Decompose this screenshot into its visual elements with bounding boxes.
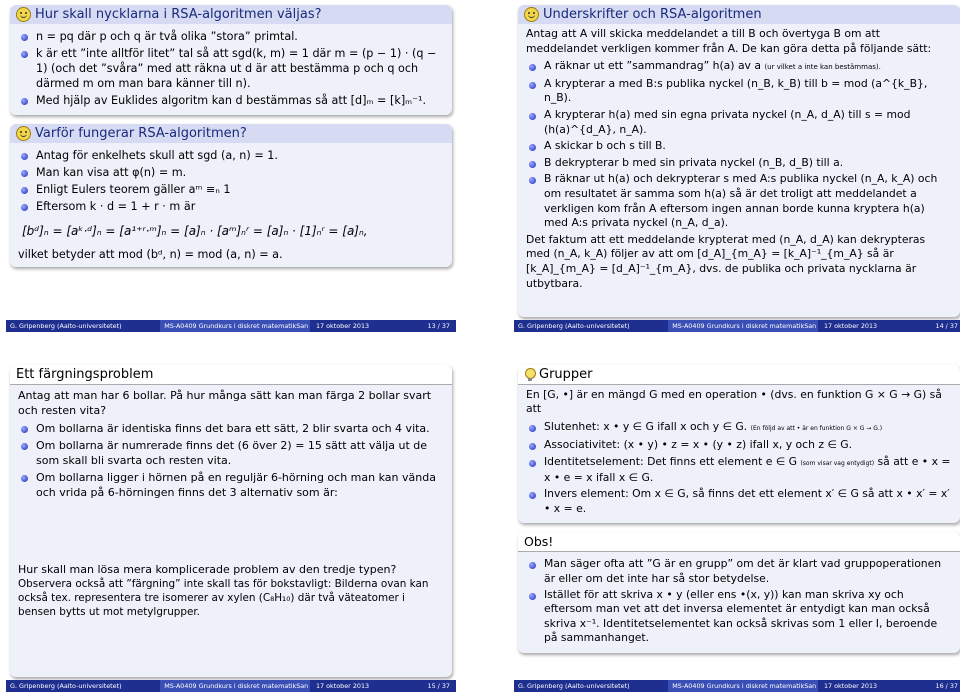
coloring-title: Ett färgningsproblem xyxy=(16,367,154,382)
list-item xyxy=(526,59,952,75)
footer-course: MS-A0409 Grundkurs i diskret matematikSan xyxy=(668,320,818,332)
question-text: Hur skall man lösa mera komplicerade problem av den tredje typen? xyxy=(18,563,397,576)
list-item: B dekrypterar b med sin privata nyckel (n_B, d_B) till a. xyxy=(526,156,952,171)
rsa-why-block xyxy=(10,124,452,267)
footer-author: G. Gripenberg (Aalto-universitetet) xyxy=(6,320,160,332)
item-note: (En följd av att • är en funktion G × G → G.) xyxy=(750,424,883,432)
footer-date: 17 oktober 2013 xyxy=(823,682,878,690)
item-text: A räknar ut ett ”sammandrag” h(a) av a xyxy=(544,59,761,73)
footer-course: MS-A0409 Grundkurs i diskret matematikSan xyxy=(668,680,818,692)
signatures-block xyxy=(518,5,960,317)
footer-author: G. Gripenberg (Aalto-universitetet) xyxy=(514,320,668,332)
groups-block xyxy=(518,365,960,523)
footer-page: 16 / 37 xyxy=(935,682,958,690)
footer-course: MS-A0409 Grundkurs i diskret matematikSan xyxy=(160,320,310,332)
footer xyxy=(514,320,960,332)
block-title xyxy=(518,365,960,385)
smiley-icon xyxy=(16,126,31,141)
footer xyxy=(514,680,960,692)
footer xyxy=(6,680,456,692)
equation: [bᵈ]ₙ = [aᵏ·ᵈ]ₙ = [a¹⁺ʳ·ᵐ]ₙ = [a]ₙ · [aᵐ]ₙʳ = [a]ₙ · [1]ₙʳ = [a]ₙ, xyxy=(22,224,368,238)
block-title xyxy=(10,5,452,24)
groups-title: Grupper xyxy=(539,367,593,382)
list-item: B räknar ut h(a) och dekrypterar s med A:s publika nyckel (n_A, k_A) och om resultatet är samma som h(a) så är det troligt att meddelandet a verkligen kom från A eftersom ingen annan borde kunna kryptera h(a) med A:s privata nyckel (n_A, d_a). xyxy=(526,172,952,230)
rsa-why-title: Varför fungerar RSA-algoritmen? xyxy=(35,126,247,141)
list-item: Man kan visa att φ(n) = m. xyxy=(18,165,444,180)
slide-15 xyxy=(6,362,456,692)
list-item: n = pq där p och q är två olika ”stora” primtal. xyxy=(18,29,444,44)
rsa-keys-title: Hur skall nycklarna i RSA-algoritmen väljas? xyxy=(35,7,322,22)
item-text: Identitetselement: Det finns ett element e ∈ G xyxy=(544,454,798,468)
footer-author: G. Gripenberg (Aalto-universitetet) xyxy=(514,680,668,692)
list-item: Eftersom k · d = 1 + r · m är xyxy=(18,199,444,214)
footer-author: G. Gripenberg (Aalto-universitetet) xyxy=(6,680,160,692)
obs-title: Obs! xyxy=(524,534,554,550)
signatures-title: Underskrifter och RSA-algoritmen xyxy=(543,7,762,22)
intro-text: En [G, •] är en mängd G med en operation • (dvs. en funktion G × G → G) så att xyxy=(526,388,942,416)
list-item: Antag för enkelhets skull att sgd (a, n) = 1. xyxy=(18,148,444,163)
list-item: A krypterar a med B:s publika nyckel (n_B, k_B) till b = mod (a^{k_B}, n_B). xyxy=(526,77,952,106)
slide-14 xyxy=(514,2,960,332)
footer-page: 14 / 37 xyxy=(935,322,958,330)
list-item: Enligt Eulers teorem gäller aᵐ ≡ₙ 1 xyxy=(18,182,444,197)
list-item: Med hjälp av Euklides algoritm kan d bestämmas så att [d]ₘ = [k]ₘ⁻¹. xyxy=(18,93,444,108)
footer-page: 15 / 37 xyxy=(427,682,450,690)
list-item: Om bollarna är identiska finns det bara ett sätt, 2 blir svarta och 4 vita. xyxy=(18,421,444,436)
intro-text: Antag att man har 6 bollar. På hur många sätt kan man färga 2 bollar svart och resten vita? xyxy=(18,389,432,417)
conclusion: vilket betyder att mod (bᵈ, n) = mod (a, n) = a. xyxy=(18,248,283,261)
list-item: k är ett ”inte alltför litet” tal så att sgd(k, m) = 1 där m = (p − 1) · (q − 1) (och det ”svåra” med att räkna ut d är att bestämma p och q och därmed m om man bara känner till n). xyxy=(18,46,444,91)
block-title xyxy=(518,532,960,552)
list-item xyxy=(526,455,952,486)
note-text: Observera också att ”färgning” inte skall tas för bokstavligt: Bilderna ovan kan också tex. representera tre isomerer av xylen (C₈H₁₀) där två väteatomer i bensen bytts ut mot metylgrupper. xyxy=(18,578,429,618)
footer-page: 13 / 37 xyxy=(427,322,450,330)
footer xyxy=(6,320,456,332)
list-item: Invers element: Om x ∈ G, så finns det ett element x′ ∈ G så att x • x′ = x′ • x = e. xyxy=(526,487,952,516)
footer-date: 17 oktober 2013 xyxy=(315,682,370,690)
list-item xyxy=(526,420,952,436)
hexagon-figures-area xyxy=(18,502,444,562)
obs-block xyxy=(518,532,960,652)
list-item: Om bollarna ligger i hörnen på en reguljär 6-hörning och man kan vända och vrida på 6-hörningen finns det 3 alternativ som är: xyxy=(18,470,444,500)
block-title xyxy=(10,124,452,143)
lightbulb-icon xyxy=(524,368,535,381)
list-item: Om bollarna är numrerade finns det (6 över 2) = 15 sätt att välja ut de som skall bli svarta och resten vita. xyxy=(18,438,444,468)
block-title xyxy=(10,365,452,385)
list-item: A krypterar h(a) med sin egna privata nyckel (n_A, d_A) till s = mod (h(a)^{d_A}, n_A). xyxy=(526,108,952,137)
item-note: (ur vilket a inte kan bestämmas). xyxy=(764,63,881,72)
list-item: A skickar b och s till B. xyxy=(526,139,952,154)
list-item: Man säger ofta att ”G är en grupp” om det är klart vad gruppoperationen är eller om det inte har så stor betydelse. xyxy=(526,557,952,586)
footer-course: MS-A0409 Grundkurs i diskret matematikSan xyxy=(160,680,310,692)
smiley-icon xyxy=(524,7,539,22)
item-note: (som visar vag entydigt) xyxy=(800,459,875,467)
slide-13 xyxy=(6,2,456,332)
smiley-icon xyxy=(16,7,31,22)
footer-date: 17 oktober 2013 xyxy=(315,322,370,330)
intro-text: Antag att A vill skicka meddelandet a till B och övertyga B om att meddelandet verkligen kommer från A. De kan göra detta på följande sätt: xyxy=(526,27,932,55)
rsa-keys-block xyxy=(10,5,452,115)
block-title xyxy=(518,5,960,24)
list-item: Associativitet: (x • y) • z = x • (y • z) ifall x, y och z ∈ G. xyxy=(526,438,952,452)
list-item: Istället för att skriva x • y (eller ens •(x, y)) kan man skriva xy och eftersom man vet att det inversa elementet är entydigt kan man också skriva x⁻¹. Identitetselementet kan också skrivas som 1 eller I, beroende på sammanhanget. xyxy=(526,588,952,646)
item-tail: så att e • x = x • e = x ifall x ∈ G. xyxy=(544,454,951,485)
footer-date: 17 oktober 2013 xyxy=(823,322,878,330)
coloring-block xyxy=(10,365,452,677)
slide-16 xyxy=(514,362,960,692)
outro-text: Det faktum att ett meddelande krypterat med (n_A, d_A) kan dekrypteras med (n_A, k_A) följer av att om [d_A]_{m_A} = [k_A]⁻¹_{m_A} så är [k_A]_{m_A} = [d_A]⁻¹_{m_A}, dvs. de publika och privata nycklarna är utbytbara. xyxy=(526,232,926,290)
item-text: Slutenhet: x • y ∈ G ifall x och y ∈ G. xyxy=(544,419,748,433)
